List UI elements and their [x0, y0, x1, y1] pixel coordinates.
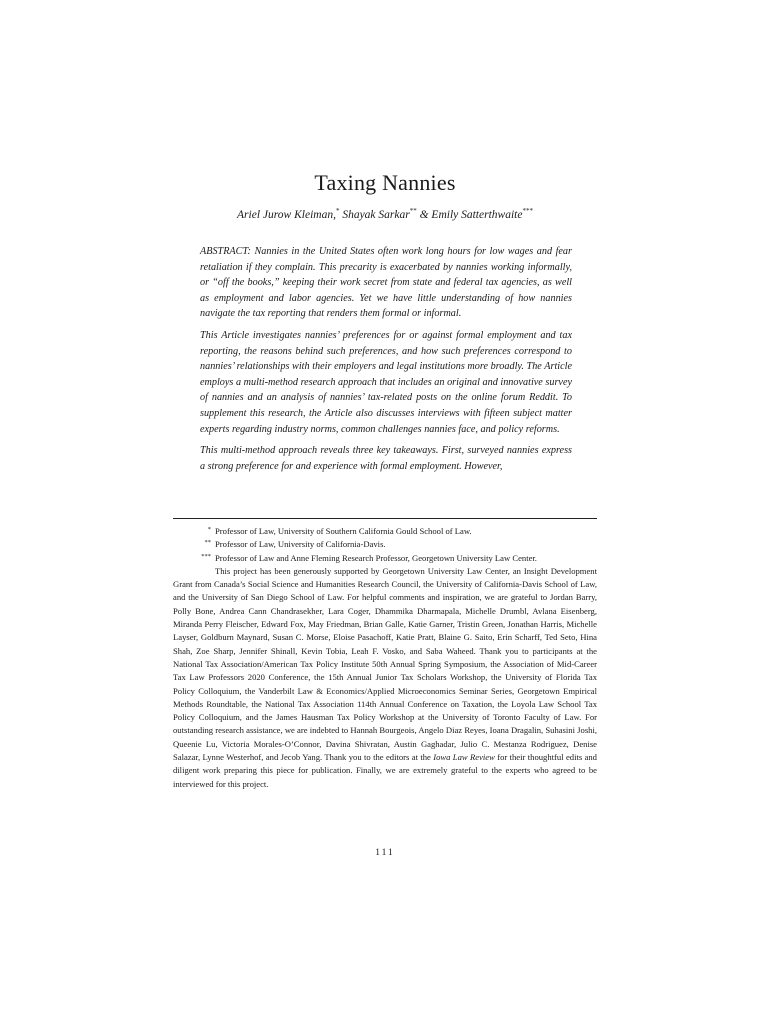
footnote-divider — [173, 518, 597, 519]
author-kleiman: Ariel Jurow Kleiman, — [237, 208, 336, 221]
acknowledgment-text: for their thoughtful edits and diligent work preparing this piece for publication. Finally, we are extremely grateful to the experts who agreed to be interviewed for this project. — [173, 752, 597, 789]
abstract-paragraph: ABSTRACT: Nannies in the United States often work long hours for low wages and fear retaliation if they complain. This precarity is exacerbated by nannies working informally, or “off the books,” keeping their work secret from state and federal tax agencies, as well as employment and labor agencies. Yet we have little understanding of how nannies navigate the tax reporting that renders them formal or informal. — [200, 246, 572, 320]
author-satterthwaite: & Emily Satterthwaite — [416, 208, 523, 221]
footnote — [173, 538, 597, 551]
footnote-mark: * — [207, 526, 211, 533]
acknowledgment-text: This project has been generously supported by Georgetown University Law Center, an Insight Development Grant from Canada’s Social Science and Humanities Research Council, the University of California-Davis School of Law, and the University of San Diego School of Law. For helpful comments and inspiration, we are grateful to Jordan Barry, Polly Bone, Andrea Cann Chandrasekher, Lara Coger, Dhammika Dharmapala, Michelle Drumbl, Avlana Eisenberg, Miranda Perry Fleischer, Edward Fox, May Friedman, Brian Galle, Katie Garner, Tristin Green, Jonathan Harris, Michelle Layser, Goldburn Maynard, Susan C. Morse, Eloise Pasachoff, Katie Pratt, Blaine G. Saito, Erin Scharff, Ted Seto, Hina Shah, Zoe Sharp, Jennifer Shinall, Kevin Tobia, Leah F. Vosko, and Saba Waheed. Thank you to participants at the National Tax Association/American Tax Policy Institute 50th Annual Spring Symposium, the Association of Mid-Career Tax Law Professors 2020 Conference, the 15th Annual Junior Tax Scholars Workshop, the University of Florida Tax Policy Colloquium, the Vanderbilt Law & Economics/Applied Microeconomics Seminar Series, Georgetown Empirical Methods Roundtable, the National Tax Association 114th Annual Conference on Taxation, the Loyola Law School Tax Policy Colloquium, and the James Hausman Tax Policy Workshop at the University of Toronto Faculty of Law. For outstanding research assistance, we are indebted to Hannah Bourgeois, Angelo Diaz Reyes, Ioana Dragalin, Suhasini Joshi, Queenie Lu, Victoria Morales-O’Connor, Davina Shivratan, Austin Gaghadar, Julio C. Mestanza Rodriguez, Denise Salazar, Lynne Westerhof, and Jecob Yang. Thank you to the editors at the — [173, 565, 597, 763]
abstract-paragraph: This Article investigates nannies’ preferences for or against formal employment and tax reporting, the reasons behind such preferences, and how such preferences correspond to nannies’ relationships with their employers and legal institutions more broadly. The Article employs a multi-method research approach that includes an original and innovative survey of nannies and an analysis of nannies’ tax-related posts on the online forum Reddit. To supplement this research, the Article also discusses interviews with fifteen subject matter experts regarding industry norms, common challenges nannies face, and policy reforms. — [200, 329, 572, 435]
footnote-mark: *** — [201, 552, 211, 560]
author-mark: *** — [522, 207, 533, 215]
author-mark: * — [335, 207, 340, 215]
footnote — [173, 552, 597, 565]
footnote — [173, 525, 597, 538]
author-line — [0, 207, 770, 221]
abstract-paragraph: This multi-method approach reveals three key takeaways. First, surveyed nannies express a strong preference for and experience with formal employment. However, — [200, 445, 572, 472]
footnotes — [173, 525, 597, 791]
page-number: 111 — [375, 848, 395, 858]
abstract — [200, 244, 572, 480]
acknowledgment-note — [173, 565, 597, 791]
author-mark: ** — [409, 207, 417, 215]
footnote-text: Professor of Law and Anne Fleming Research Professor, Georgetown University Law Center. — [215, 552, 537, 563]
footnote-text: Professor of Law, University of California-Davis. — [215, 539, 386, 550]
article-title: Taxing Nannies — [314, 170, 456, 195]
journal-name: Iowa Law Review — [433, 752, 495, 763]
footnote-text: Professor of Law, University of Southern California Gould School of Law. — [215, 526, 472, 536]
footnote-mark: ** — [204, 539, 211, 547]
author-sarkar: Shayak Sarkar — [339, 208, 410, 221]
